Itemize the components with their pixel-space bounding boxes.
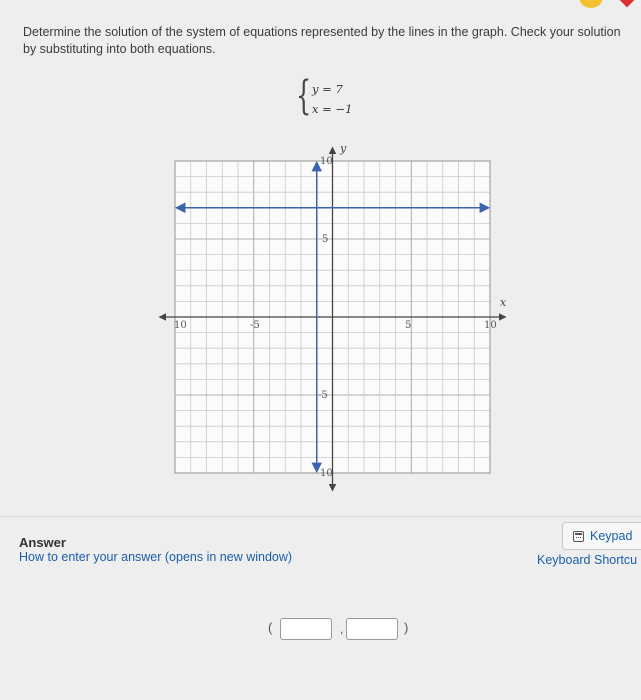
tick-label-x-neg5: -5 [250,320,260,331]
keypad-button[interactable] [562,522,641,550]
section-divider [0,516,641,517]
x-axis-label: x [500,296,507,309]
x-coordinate-input[interactable] [280,618,332,640]
tick-label-y-neg10: 10 [320,468,333,479]
help-link[interactable]: How to enter your answer (opens in new window) [19,550,293,564]
equation-2: x = −1 [312,102,353,116]
tick-label-x-5: 5 [405,320,412,331]
comma-separator: , [340,622,344,636]
tick-label-y-10: 10 [320,156,333,167]
tick-label-x-10: 10 [484,320,497,331]
tick-label-x-neg10: 10 [174,320,187,331]
keypad-label: Keypad [590,529,633,543]
question-text: Determine the solution of the system of equations represented by the lines in the graph. Check your solution by substituting into both equations. [23,25,621,56]
calculator-icon [573,531,584,542]
y-axis-label: y [340,142,347,155]
y-coordinate-input[interactable] [346,618,398,640]
tick-label-y-5: 5 [322,234,329,245]
tick-label-y-neg5: -5 [318,390,328,401]
equation-1: y = 7 [312,82,343,96]
answer-label: Answer [19,535,66,550]
open-paren: ( [268,620,273,635]
close-paren: ) [404,620,409,635]
keyboard-shortcuts-link[interactable]: Keyboard Shortcu [537,553,638,567]
brace-icon: { [296,73,312,119]
